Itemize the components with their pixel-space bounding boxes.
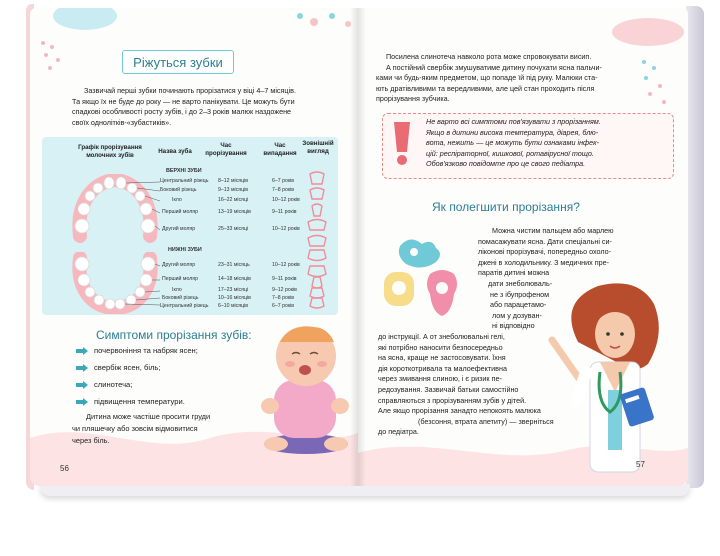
- header-line: Назва зуба: [158, 148, 192, 155]
- exclamation-icon: [388, 120, 416, 166]
- intro-line: Посилена слинотеча навколо рота може спровокувати висип.: [386, 52, 592, 61]
- warning-line: Не варто всі симптоми пов'язувати з прорізанням.: [426, 117, 601, 126]
- symptom-item: [76, 397, 185, 406]
- tooth-icon: [312, 204, 322, 216]
- warning-text: [426, 117, 671, 170]
- closing-line: Дитина може частіше просити груди: [86, 412, 211, 421]
- header-line: Час: [220, 142, 232, 149]
- body-line: дія короткотривала та малоефективна: [378, 363, 507, 373]
- symptom-item: [76, 346, 198, 355]
- eruption-time: 6–10 місяців: [218, 303, 248, 309]
- eruption-time: 17–23 місяці: [218, 287, 249, 293]
- body-line: або парацетамо-: [490, 300, 547, 310]
- loss-time: 7–8 років: [272, 187, 295, 193]
- tooth-name: Другий моляр: [162, 262, 196, 268]
- body-line: справляються з прорізуванням зубів у дітей.: [378, 395, 527, 405]
- tooth-icon: [312, 277, 322, 288]
- symptom-text: свербіж ясен, біль;: [94, 363, 161, 372]
- tooth-icon: [308, 266, 326, 277]
- tooth-icon: [310, 298, 324, 308]
- book-spine-shadow: [350, 8, 366, 486]
- eruption-time: 23–31 місяць: [218, 262, 250, 268]
- symptoms-heading: Симптоми прорізання зубів:: [96, 328, 252, 342]
- header-line: вигляд: [307, 147, 329, 155]
- header-line: Час: [274, 142, 286, 149]
- loss-time: 9–11 років: [272, 276, 297, 282]
- upper-jaw-diagram: [70, 174, 160, 244]
- eruption-time: 16–22 місяці: [218, 197, 249, 203]
- doctor-illustration: [540, 282, 690, 482]
- intro-line: Зазвичай перші зубки починають прорізатися у віці 4–7 місяців.: [84, 86, 296, 95]
- tooth-name: Перший моляр: [162, 276, 198, 282]
- body-line: Але якщо прорізання занадто непокоять малюка: [378, 406, 541, 416]
- tooth-icon: [310, 172, 324, 184]
- table-header-appearance: [298, 140, 338, 155]
- page-number-left: 56: [60, 464, 69, 473]
- warning-line: Якщо в дитини висока температура, діарея, блю-: [426, 127, 599, 137]
- tooth-name: Боковий різець: [160, 187, 197, 193]
- eruption-time: 8–12 місяців: [218, 178, 248, 184]
- body-line: джені в холодильнику. З медичних пре-: [478, 257, 609, 267]
- loss-time: 6–7 років: [272, 303, 295, 309]
- tooth-icon: [308, 250, 326, 261]
- symptom-text: почервоніння та набряк ясен;: [94, 346, 198, 355]
- eruption-time: 14–18 місяців: [218, 276, 251, 282]
- tooth-appearance-icons: [302, 170, 332, 310]
- tooth-name: Центральний різець: [160, 178, 209, 184]
- intro-line: своїх однолітків-«зубастиків».: [72, 117, 172, 127]
- intro-line: ють дратівливими та вередливими, але цей стан проходить після: [376, 83, 595, 93]
- symptom-item: [76, 363, 161, 372]
- baby-illustration: [250, 318, 360, 458]
- arrow-bullet-icon: [76, 398, 88, 406]
- closing-line: через біль.: [72, 436, 110, 445]
- loss-time: 10–12 років: [272, 197, 300, 203]
- symptom-text: підвищення температури.: [94, 397, 185, 406]
- body-line: які потрібно наносити безпосередньо: [378, 342, 503, 352]
- tooth-name: Центральний різець: [160, 303, 209, 309]
- eruption-time: 13–19 місяців: [218, 209, 251, 215]
- eruption-time: 9–13 місяців: [218, 187, 248, 193]
- tooth-name: Ікло: [172, 197, 182, 203]
- tooth-name: Перший моляр: [162, 209, 198, 215]
- loss-time: 9–11 років: [272, 209, 297, 215]
- closing-line: чи пляшечку або зовсім відмовитися: [72, 424, 198, 433]
- decor-dots-left: [38, 38, 78, 78]
- decor-cloud-right: [608, 18, 688, 50]
- intro-line: ками чи будь-яким предметом, що попаде їй під руку. Малюки ста-: [376, 73, 598, 83]
- page-number-right: 57: [636, 460, 645, 469]
- table-header-eruption: [196, 142, 256, 157]
- tooth-icon: [308, 236, 326, 247]
- section-heading-right: Як полегшити прорізання?: [432, 200, 580, 214]
- body-line: паратів дитині можна: [478, 268, 550, 278]
- lower-jaw-diagram: [70, 252, 160, 314]
- loss-time: 10–12 років: [272, 262, 300, 268]
- tooth-icon: [308, 220, 326, 231]
- tooth-icon: [310, 188, 324, 199]
- arrow-bullet-icon: [76, 364, 88, 372]
- header-line: Зовнішній: [302, 140, 334, 147]
- intro-line: Та якщо їх не буде до року — не варто панікувати. Це можуть бути: [72, 96, 295, 106]
- header-line: молочних зубів: [86, 151, 134, 159]
- closing-paragraph: [72, 411, 252, 447]
- upper-teeth-label: ВЕРХНІ ЗУБИ: [166, 168, 202, 174]
- table-header-tooth-name: [150, 148, 200, 156]
- teether-illustration: [380, 232, 470, 322]
- loss-time: 10–12 років: [272, 226, 300, 232]
- loss-time: 9–12 років: [272, 287, 297, 293]
- body-line: помасажувати ясна. Дати спеціальні си-: [478, 236, 612, 246]
- symptom-text: слинотеча;: [94, 380, 133, 389]
- body-line: через змивання слиною, і є ризик пе-: [378, 374, 502, 384]
- tooth-name: Боковий різець: [162, 295, 199, 301]
- loss-time: 7–8 років: [272, 295, 295, 301]
- body-line: дати знеболюваль-: [488, 278, 553, 288]
- body-line: Можна чистим пальцем або марлею: [492, 226, 614, 235]
- decor-bubbles-top: [290, 8, 358, 36]
- eruption-time: 25–33 місяці: [218, 226, 249, 232]
- symptom-item: [76, 380, 132, 389]
- warning-line: цій: респіраторної, кишкової, ротавірусної тощо.: [426, 148, 594, 158]
- header-line: прорізування: [205, 149, 247, 157]
- tooth-name: Другий моляр: [162, 226, 196, 232]
- body-line: ні відповідно: [492, 321, 535, 331]
- arrow-bullet-icon: [76, 381, 88, 389]
- body-line: не з ібупрофеном: [490, 289, 550, 299]
- header-line: Графік прорізування: [78, 144, 142, 151]
- table-header-schedule: [64, 144, 156, 159]
- page-title: Ріжуться зубки: [122, 50, 234, 74]
- arrow-bullet-icon: [76, 347, 88, 355]
- body-line: ліконові прорізувачі, попередньо охоло-: [478, 247, 612, 257]
- intro-line: А постійний свербіж змушуватиме дитину почухати ясна пальчи-: [386, 62, 602, 72]
- intro-line: спадкові особливості росту зубів, і до 2–3 років малюк наздожене: [72, 107, 292, 117]
- body-line: лом у дозуван-: [492, 310, 542, 320]
- loss-time: 6–7 років: [272, 178, 295, 184]
- body-line: до педіатра.: [378, 427, 419, 437]
- header-line: випадання: [263, 149, 297, 157]
- intro-line: прорізування зубчика.: [376, 94, 450, 104]
- body-line: (безсоння, втрата апетиту) — зверніться: [418, 416, 554, 426]
- decor-cloud: [50, 8, 120, 36]
- intro-paragraph-left: [72, 86, 338, 128]
- intro-paragraph-right: [376, 52, 676, 105]
- eruption-time: 10–16 місяців: [218, 295, 251, 301]
- lower-teeth-label: НИЖНІ ЗУБИ: [168, 247, 202, 253]
- body-line: до інструкції. А от знеболювальні гелі,: [378, 332, 505, 341]
- tooth-icon: [310, 288, 324, 298]
- tooth-name: Ікло: [172, 287, 182, 293]
- body-line: редозування. Зазвичай батьки самостійно: [378, 384, 519, 394]
- warning-line: вота, нежить — це можуть бути ознаками інфек-: [426, 138, 599, 148]
- warning-line: Обов'язково повідомте про це свого педіатра.: [426, 159, 586, 169]
- body-line: на ясна, краще не застосовувати. Їхня: [378, 353, 506, 363]
